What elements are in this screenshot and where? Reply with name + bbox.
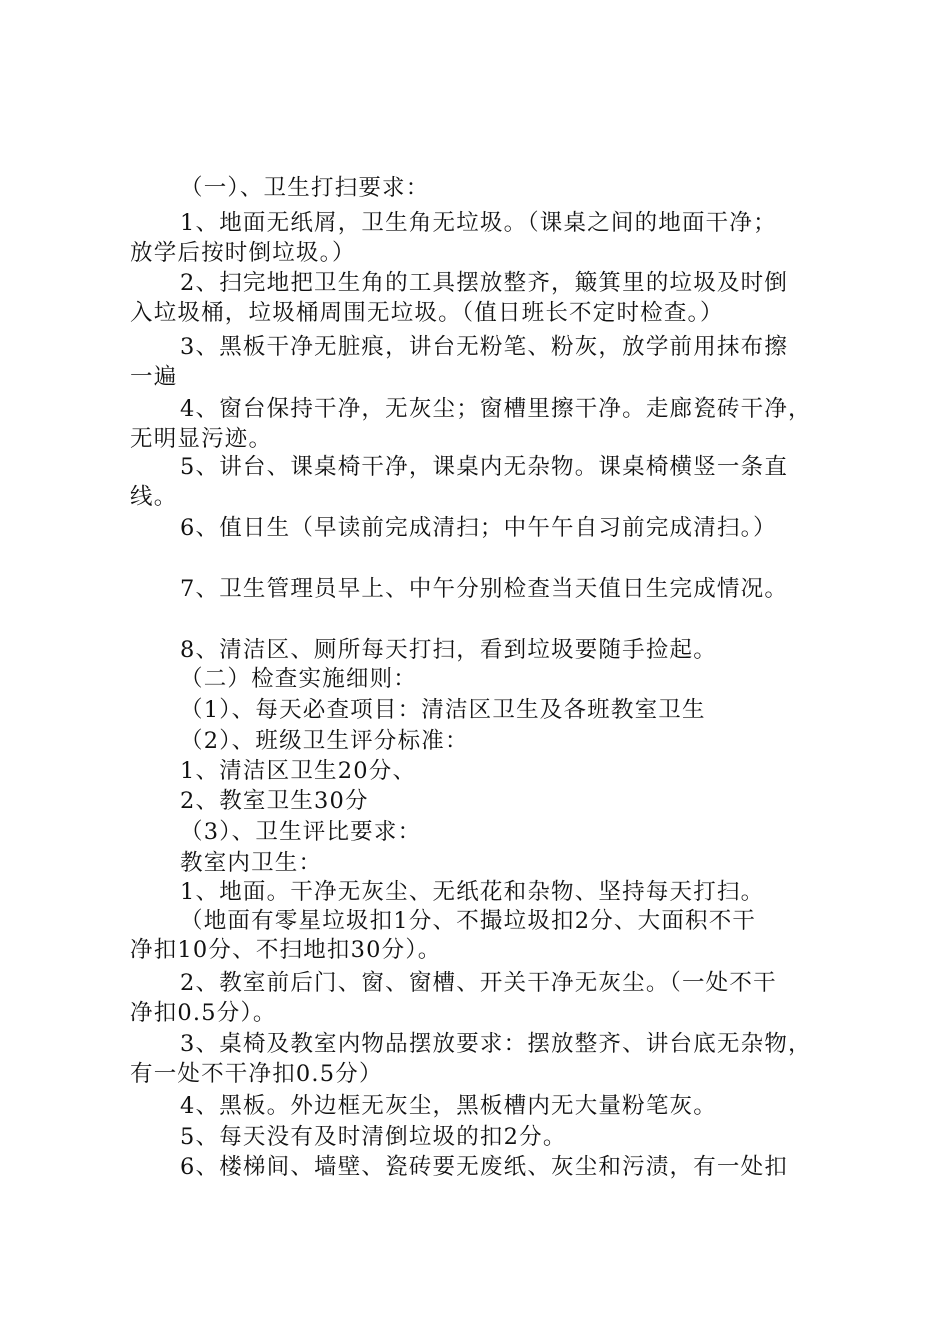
text-line: 3、黑板干净无脏痕，讲台无粉笔、粉灰，放学前用抹布擦 [180,334,789,360]
text-line: 2、教室卫生30分 [180,788,369,814]
text-line: 3、桌椅及教室内物品摆放要求：摆放整齐、讲台底无杂物， [180,1031,812,1057]
text-line: 入垃圾桶，垃圾桶周围无垃圾。（值日班长不定时检查。） [130,300,724,326]
text-line: 一遍 [130,364,178,390]
text-line: 2、扫完地把卫生角的工具摆放整齐，簸箕里的垃圾及时倒 [180,270,789,296]
text-line: 5、每天没有及时清倒垃圾的扣2分。 [180,1124,567,1150]
text-line: （2）、班级卫生评分标准： [180,728,469,754]
text-line: 7、卫生管理员早上、中午分别检查当天值日生完成情况。 [180,576,789,602]
text-line: （3）、卫生评比要求： [180,819,422,845]
text-line: 净扣0.5分）。 [130,1000,277,1026]
text-line: 教室内卫生： [180,850,323,876]
section-heading-inspection-rules: （二）检查实施细则： [180,666,418,692]
text-line: 6、楼梯间、墙壁、瓷砖要无废纸、灰尘和污渍，有一处扣 [180,1154,789,1180]
text-line: 2、教室前后门、窗、窗槽、开关干净无灰尘。（一处不干 [180,970,777,996]
text-line: 1、清洁区卫生20分、 [180,758,417,784]
text-line: 1、地面。干净无灰尘、无纸花和杂物、坚持每天打扫。 [180,879,765,905]
text-line: 4、黑板。外边框无灰尘，黑板槽内无大量粉笔灰。 [180,1093,717,1119]
text-line: 5、讲台、课桌椅干净，课桌内无杂物。课桌椅横竖一条直 [180,454,789,480]
text-line: 有一处不干净扣0.5分） [130,1061,383,1087]
text-line: 线。 [130,484,178,510]
text-line: 8、清洁区、厕所每天打扫，看到垃圾要随手捡起。 [180,637,717,663]
text-line: （1）、每天必查项目：清洁区卫生及各班教室卫生 [180,697,706,723]
text-line: 放学后按时倒垃圾。） [130,240,356,266]
text-line: 无明显污迹。 [130,426,273,452]
text-line: 净扣10分、不扫地扣30分）。 [130,937,442,963]
text-line: 4、窗台保持干净，无灰尘；窗槽里擦干净。走廊瓷砖干净， [180,396,812,422]
text-line: 6、值日生（早读前完成清扫；中午午自习前完成清扫。） [180,515,777,541]
section-heading-cleaning-requirements: （一）、卫生打扫要求： [180,175,430,201]
text-line: （地面有零星垃圾扣1分、不撮垃圾扣2分、大面积不干 [180,908,757,934]
text-line: 1、地面无纸屑，卫生角无垃圾。（课桌之间的地面干净； [180,210,777,236]
